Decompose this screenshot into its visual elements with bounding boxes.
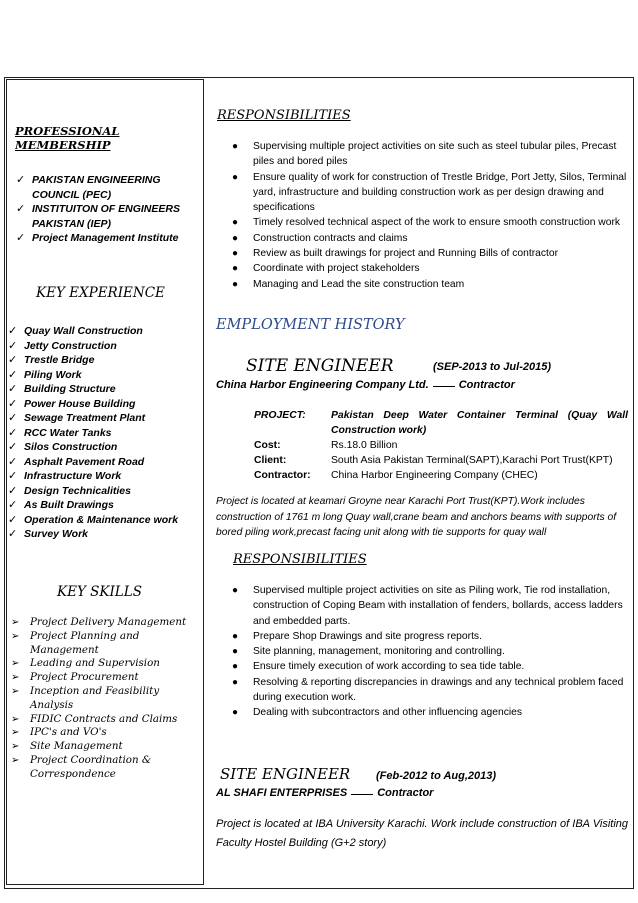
separator-line — [351, 794, 373, 795]
list-item: ✓ Power House Building — [8, 397, 136, 410]
list-item: ● Resolving & reporting discrepancies in drawings and any technical problem faced during execution work. — [232, 676, 624, 704]
bullet-icon: ● — [232, 278, 239, 290]
list-item: ✓ Piling Work — [8, 368, 82, 381]
bullet-icon: ● — [232, 661, 239, 673]
list-item: ● Coordinate with project stakeholders — [208, 261, 628, 276]
list-item: ✓ Operation & Maintenance work — [8, 513, 179, 526]
bullet-icon: ● — [232, 707, 239, 719]
check-icon: ✓ — [8, 354, 18, 366]
job-dates: (Feb-2012 to Aug,2013) — [376, 770, 497, 782]
project-description: Project is located at IBA University Karachi. Work include construction of IBA Visiting Faculty Hostel Building (G+2 story) — [216, 818, 628, 849]
company-name: AL SHAFI ENTERPRISES — [216, 787, 348, 799]
list-item: ● Supervised multiple project activities on site as Piling work, Tie rod installation, construction of Coping Beam with installation of fenders, bollards, access ladders and embedded parts. — [232, 585, 623, 627]
responsibilities-list — [208, 139, 628, 292]
list-item: ● Timely resolved technical aspect of the work to ensure smooth construction work — [208, 215, 628, 230]
list-item: ✓ Quay Wall Construction — [8, 325, 143, 337]
company-line — [216, 379, 515, 391]
list-item: ● Ensure quality of work for construction of Trestle Bridge, Port Jetty, Silos, Terminal yard, infrastructure and building construction work as per design drawing and specifications — [232, 171, 627, 214]
check-icon: ✓ — [8, 528, 18, 540]
list-item: ✓ PAKISTAN ENGINEERING COUNCIL (PEC) — [16, 174, 161, 201]
check-icon: ✓ — [16, 232, 26, 244]
detail-value: China Harbor Engineering Company (CHEC) — [331, 470, 538, 481]
key-experience-heading: KEY EXPERIENCE — [36, 285, 165, 301]
list-item: ✓ Sewage Treatment Plant — [8, 412, 146, 424]
list-item: ➢ IPC's and VO's — [11, 726, 107, 739]
professional-membership-heading: PROFESSIONAL MEMBERSHIP — [15, 124, 120, 152]
list-item: ● Supervising multiple project activities on site such as steel tubular piles, Precast piles and bored piles — [232, 141, 617, 168]
separator-line — [433, 386, 455, 387]
bullet-icon: ● — [232, 171, 239, 183]
arrow-bullet-icon: ➢ — [11, 630, 20, 642]
arrow-bullet-icon: ➢ — [11, 754, 20, 766]
list-item: ✓ Infrastructure Work — [8, 470, 122, 482]
arrow-bullet-icon: ➢ — [11, 713, 20, 725]
check-icon: ✓ — [8, 339, 18, 352]
detail-value: Pakistan Deep Water Container Terminal (Quay Wall Construction work) — [331, 410, 628, 436]
list-item: ✓ Asphalt Pavement Road — [8, 455, 145, 468]
detail-label: Cost: — [254, 440, 281, 451]
arrow-bullet-icon: ➢ — [11, 617, 20, 628]
list-item: ✓ RCC Water Tanks — [8, 426, 112, 439]
check-icon: ✓ — [8, 499, 18, 511]
list-item: ➢ Inception and Feasibility Analysis — [11, 684, 160, 711]
arrow-bullet-icon: ➢ — [11, 727, 20, 739]
key-experience-list — [5, 324, 200, 542]
list-item: ● Prepare Shop Drawings and site progress reports. — [208, 629, 628, 644]
company-name: China Harbor Engineering Company Ltd. — [216, 379, 429, 391]
bullet-icon: ● — [232, 630, 239, 642]
check-icon: ✓ — [8, 368, 18, 381]
employment-history-heading: EMPLOYMENT HISTORY — [216, 317, 405, 333]
list-item: ✓ Trestle Bridge — [8, 354, 95, 366]
check-icon: ✓ — [8, 383, 18, 395]
detail-label: Client: — [254, 455, 287, 466]
list-item: ✓ Jetty Construction — [8, 339, 117, 352]
arrow-bullet-icon: ➢ — [11, 741, 20, 753]
list-item: ● Construction contracts and claims — [208, 231, 628, 246]
detail-label: PROJECT: — [254, 410, 306, 421]
job-dates: (SEP-2013 to Jul-2015) — [433, 361, 551, 373]
list-item: ● Ensure timely execution of work according to sea tide table. — [208, 659, 628, 674]
company-line — [216, 787, 433, 799]
left-sidebar — [6, 79, 204, 885]
list-item: ➢ Project Procurement — [11, 671, 139, 684]
responsibilities-heading: RESPONSIBILITIES — [233, 552, 367, 567]
check-icon: ✓ — [8, 455, 18, 468]
list-item: ➢ Site Management — [11, 740, 123, 753]
check-icon: ✓ — [8, 484, 18, 497]
key-skills-list — [9, 616, 201, 782]
bullet-icon: ● — [232, 232, 239, 244]
list-item: ➢ Project Coordination & Correspondence — [11, 753, 152, 780]
bullet-icon: ● — [232, 141, 239, 152]
list-item: ✓ Silos Construction — [8, 441, 118, 453]
main-content — [208, 79, 634, 885]
list-item: ✓ Design Technicalities — [8, 484, 131, 497]
bullet-icon: ● — [232, 646, 239, 658]
bullet-icon: ● — [232, 217, 239, 229]
bullet-icon: ● — [232, 248, 239, 260]
check-icon: ✓ — [8, 397, 18, 410]
list-item: ➢ Project Delivery Management — [11, 616, 187, 628]
list-item: ✓ Project Management Institute — [16, 232, 179, 244]
responsibilities-list — [208, 583, 628, 721]
membership-list — [13, 173, 198, 246]
check-icon: ✓ — [8, 412, 18, 424]
company-role: Contractor — [377, 787, 434, 799]
list-item: ✓ Building Structure — [8, 383, 116, 395]
check-icon: ✓ — [8, 470, 18, 482]
bullet-icon: ● — [232, 263, 239, 275]
responsibilities-heading: RESPONSIBILITIES — [217, 108, 351, 123]
list-item: ➢ FIDIC Contracts and Claims — [11, 712, 178, 725]
detail-value: Rs.18.0 Billion — [331, 440, 398, 451]
list-item: ✓ Survey Work — [8, 528, 88, 540]
company-role: Contractor — [458, 379, 515, 391]
job-title: SITE ENGINEER — [220, 765, 351, 783]
list-item: ✓ INSTITUITON OF ENGINEERS PAKISTAN (IEP) — [16, 203, 180, 230]
job-title: SITE ENGINEER — [246, 356, 394, 376]
arrow-bullet-icon: ➢ — [11, 685, 20, 697]
list-item: ➢ Leading and Supervision — [11, 657, 160, 670]
check-icon: ✓ — [16, 203, 26, 215]
list-item: ✓ As Built Drawings — [8, 499, 114, 511]
list-item: ➢ Project Planning and Management — [11, 629, 140, 656]
check-icon: ✓ — [8, 426, 18, 439]
list-item: ● Managing and Lead the site construction team — [208, 277, 628, 292]
check-icon: ✓ — [16, 174, 26, 186]
bullet-icon: ● — [232, 585, 239, 596]
check-icon: ✓ — [8, 513, 18, 526]
key-skills-heading: KEY SKILLS — [57, 584, 142, 600]
project-description: Project is located at keamari Groyne near Karachi Port Trust(KPT).Work includes construction of 1761 m long Quay wall,crane beam and anchors beams with supports of bored piling work,precast facing unit along with tie supports for quay wall — [216, 496, 617, 538]
arrow-bullet-icon: ➢ — [11, 672, 20, 684]
list-item: ● Site planning, management, monitoring and controlling. — [208, 644, 628, 659]
arrow-bullet-icon: ➢ — [11, 658, 20, 670]
detail-label: Contractor: — [254, 470, 311, 481]
list-item: ● Dealing with subcontractors and other influencing agencies — [208, 705, 628, 720]
bullet-icon: ● — [232, 676, 239, 688]
check-icon: ✓ — [8, 441, 18, 453]
list-item: ● Review as built drawings for project and Running Bills of contractor — [208, 246, 628, 261]
detail-value: South Asia Pakistan Terminal(SAPT),Karachi Port Trust(KPT) — [331, 455, 613, 466]
check-icon: ✓ — [8, 325, 18, 337]
